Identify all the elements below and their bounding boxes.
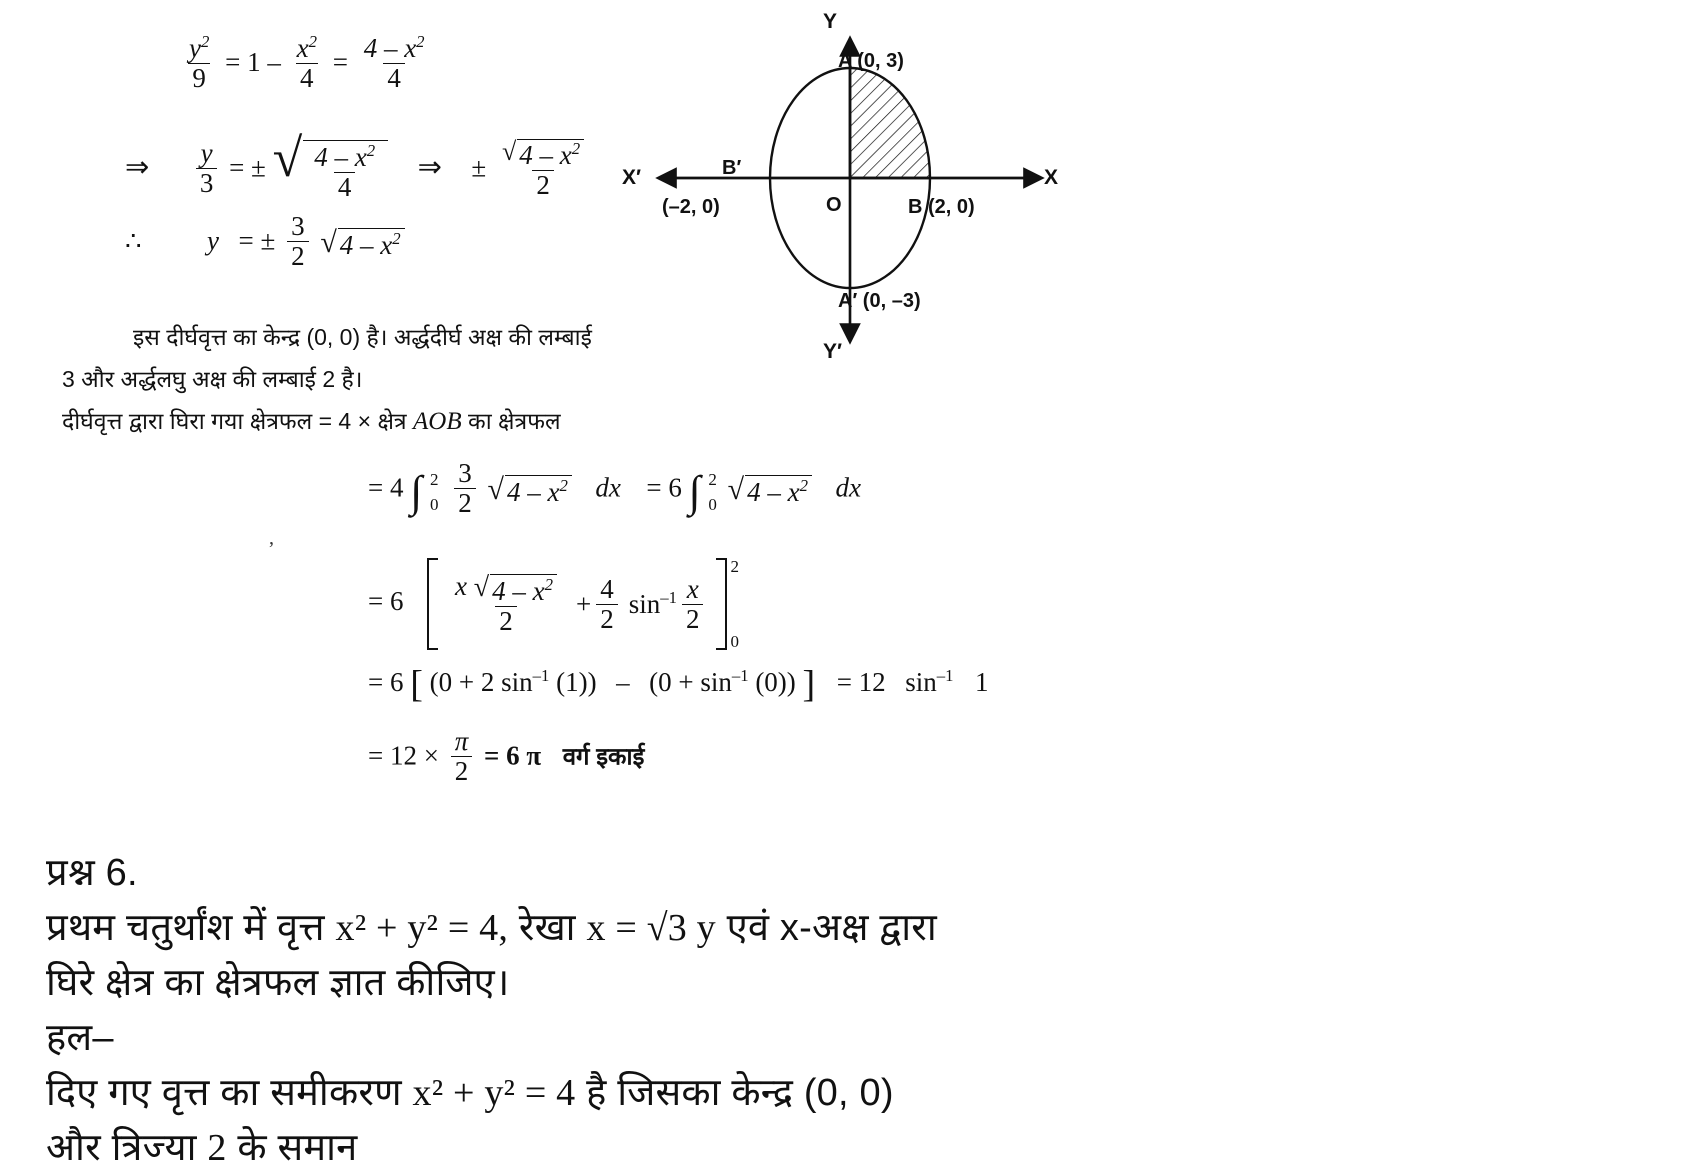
paragraph-line-3-post: का क्षेत्रफल [468,408,561,434]
step3-minus: – [616,667,630,697]
point-label-origin: O [826,194,842,216]
step2-arg-numerator: x [686,573,699,604]
step1-frac-num: 3 [458,458,472,488]
eq3-y: y [207,225,220,256]
equation-line-1 [180,32,434,94]
eq3-therefore: ∴ [125,226,142,256]
solution-line-1-math: x² + y² = 4 [412,1072,576,1114]
step2-term1-numerator: x √ $4 - x^2$ [451,573,561,605]
step2-bracket [425,558,739,650]
paragraph-line-3-pre: दीर्घवृत्त द्वारा घिरा गया क्षेत्रफल = 4 × क्षेत्र [62,408,407,434]
solution-label: हल– [46,1017,114,1059]
step2-bracket-lower: 0 [730,632,739,651]
solution-line-1-a: दिए गए वृत्त का समीकरण [46,1072,413,1114]
step3-one: 1 [974,667,989,697]
eq2-frac-numerator: y [200,138,213,168]
ellipse-figure [622,10,1080,363]
eq1-equals-one-minus: = 1 – [225,47,281,78]
step3-b2: (0)) [755,667,796,697]
eq2-arrow-1: ⇒ [125,151,150,184]
eq2-result-numerator: √ $4 - x^2$ [498,138,588,170]
step2-eq: = 6 [368,586,404,617]
axis-label-y-bottom: Y′ [823,340,843,363]
solution-line-2-b: के समान [226,1127,358,1169]
eq1-term2-numerator: $4 - x^2$ [363,32,425,63]
axis-label-y-top: Y [823,10,838,33]
eq1-term2-denominator: 4 [383,63,405,92]
equation-line-2 [125,128,593,202]
integral-step-2 [368,558,739,650]
eq1-term1-numerator: $x^2$ [296,32,317,63]
eq2-root-numerator: $4 - x^2$ [314,141,376,172]
question-number: प्रश्न 6. [46,852,138,894]
step2-bracket-upper: 2 [730,557,739,576]
step1-dx2: dx [835,472,861,503]
paragraph-line-3 [62,404,561,436]
point-label-a-bottom: A′ (0, –3) [838,290,921,312]
step1-dx: dx [595,472,621,503]
step3-b: (0 + [649,667,694,697]
integral-step-1 [368,458,861,519]
equation-line-3 [125,211,405,272]
eq2-frac-denominator: 3 [196,168,218,197]
step3-a: (0 + 2 [429,667,495,697]
step1-lower: 0 [430,494,439,514]
question-line-1-math2: x = √3 y [586,907,716,949]
point-label-b-right: B (2, 0) [908,196,975,218]
step2-bracket-limits [730,558,739,650]
step2-plus: + [575,588,592,619]
step1-sqrt-1: √ $4 - x^2$ [488,475,572,506]
eq2-root-denominator: 4 [334,172,356,201]
step3-sin2: $\sin^{-1}$ [700,666,749,697]
eq3-frac-numerator: 3 [291,211,305,241]
step1-upper2: 2 [708,469,717,489]
step1-eq2: = 6 [646,472,682,503]
step1-eq: = 4 [368,472,404,503]
eq1-lhs-denominator: 9 [188,63,210,92]
step4-eq: = 12 × [368,740,439,771]
eq3-sqrt: √ $4 - x^2$ [320,228,404,259]
step4-frac-numerator: π [454,726,469,756]
solution-line-2-math: 2 [207,1127,227,1169]
step2-sin: $\sin^{-1}$ [628,588,677,619]
question-line-1-math: x² + y² = 4, [335,907,509,949]
step3-sin3: $\sin^{-1}$ [905,666,954,697]
solution-line-2-a: और त्रिज्या [46,1127,208,1169]
eq2-equals-pm: = ± [229,152,266,183]
solution-line-2 [46,1120,357,1172]
step4-frac-denominator: 2 [451,756,473,785]
step2-arg-denominator: 2 [682,604,704,633]
question-line-1 [46,900,937,952]
question-line-1-c: एवं x-अक्ष द्वारा [715,907,937,949]
axis-label-x-right: X [1044,166,1059,189]
eq2-result-denominator: 2 [532,170,554,199]
paragraph-line-2: 3 और अर्द्धलघु अक्ष की लम्बाई 2 है। [62,366,363,392]
step1-upper: 2 [430,469,439,489]
step2-term2-numerator: 4 [600,573,614,604]
stray-ink-mark: ’ [268,538,275,560]
question-line-1-a: प्रथम चतुर्थांश में वृत्त [46,907,336,949]
step3-eq: = 6 [368,667,404,697]
axis-label-x-left: X′ [622,166,642,189]
step3-a2: (1)) [556,667,597,697]
step3-close-bracket: ] [802,663,816,706]
step1-lower2: 0 [708,494,717,514]
integral-step-3 [368,663,989,706]
eq3-frac-denominator: 2 [287,241,309,270]
integral-sign-1: ∫ [410,467,423,517]
point-label-a-top: A (0, 3) [838,50,904,72]
solution-line-1 [46,1065,894,1117]
step3-sin1: $\sin^{-1}$ [501,666,550,697]
eq2-pm: ± [471,152,487,183]
integral-limits-1 [430,471,439,513]
question-line-1-b: रेखा [508,907,587,949]
step1-frac-den: 2 [454,488,476,517]
point-label-b-left-coord: (–2, 0) [662,196,720,218]
eq1-lhs-numerator: $y^2$ [189,32,210,63]
solution-line-1-b: है जिसका केन्द्र (0, 0) [575,1072,894,1114]
eq1-equals: = [332,47,348,78]
step3-open-bracket: [ [410,663,423,706]
step2-term2-denominator: 2 [596,604,618,633]
step3-result: = 12 [836,667,886,697]
eq3-equals-pm: = ± [238,225,276,256]
paragraph-line-3-italic: AOB [413,408,462,435]
step4-unit: वर्ग इकाई [562,743,645,771]
integral-step-4 [368,726,645,787]
integral-sign-2: ∫ [688,467,701,517]
paragraph-line-1: इस दीर्घवृत्त का केन्द्र (0, 0) है। अर्द्धदीर्घ अक्ष की लम्बाई [133,324,592,350]
integral-limits-2 [708,471,717,513]
eq2-sqrt-1: √ $\frac{4 - x^2}{4}$ [273,140,389,201]
point-label-b-left: B′ [722,157,742,179]
step1-sqrt-2: √ $4 - x^2$ [728,475,812,506]
question-line-2: घिरे क्षेत्र का क्षेत्रफल ज्ञात कीजिए। [46,962,510,1004]
step2-term1-denominator: 2 [495,606,517,635]
step4-result: = 6 π [484,740,542,771]
eq2-arrow-2: ⇒ [417,151,442,184]
eq1-term1-denominator: 4 [296,63,318,92]
